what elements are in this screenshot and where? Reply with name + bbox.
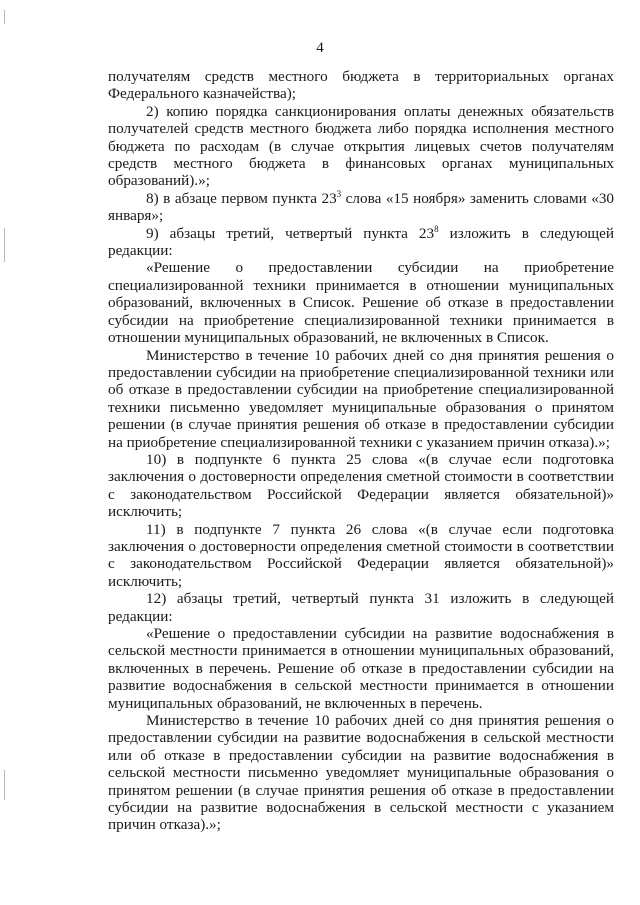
page-number: 4: [316, 40, 324, 56]
paragraph-text: слова «15 ноября» заменить словами «30 января»;: [108, 189, 615, 225]
quoted-paragraph: «Решение о предоставлении субсидии на приобретение специализированной техники принимается в отношении муниципальных образований, включенных в Список. Решение об отказе в предоставлении субсидии на приобретение специализированной техники принимается в отношении муниципальных образований, не включенных в Список.: [108, 259, 614, 347]
paragraph-item-2: 2) копию порядка санкционирования оплаты денежных обязательств получателей средств местного бюджета либо порядка исполнения местного бюджета по расходам (в случае открытия лицевых счетов получателям средств местного бюджета в финансовых органах муниципальных образований).»;: [108, 102, 614, 190]
paragraph-text: изложить в следующей редакции:: [108, 224, 614, 260]
paragraph-continuation: получателям средств местного бюджета в территориальных органах Федерального казначейства);: [108, 68, 614, 103]
superscript: 3: [336, 188, 342, 199]
superscript: 8: [434, 223, 439, 234]
document-body: [108, 68, 614, 834]
paragraph-item-12: 12) абзацы третий, четвертый пункта 31 изложить в следующей редакции:: [108, 590, 614, 625]
scan-margin-mark: [4, 10, 5, 24]
scan-margin-mark: [4, 228, 5, 262]
paragraph: Министерство в течение 10 рабочих дней со дня принятия решения о предоставлении субсидии на развитие водоснабжения в сельской местности или об отказе в предоставлении субсидии на развитие водоснабжения в сельской местности письменно уведомляет муниципальные образования о принятом решении (в случае принятия решения об отказе в предоставлении субсидии на развитие водоснабжения в сельской местности с указанием причин отказа).»;: [108, 712, 614, 834]
paragraph-item-9: [108, 225, 614, 260]
paragraph-item-8: [108, 190, 614, 225]
paragraph-text: 8) в абзаце первом пункта 23: [146, 189, 337, 207]
paragraph-text: 9) абзацы третий, четвертый пункта 23: [146, 224, 435, 242]
quoted-paragraph: «Решение о предоставлении субсидии на развитие водоснабжения в сельской местности принимается в отношении муниципальных образований, включенных в перечень. Решение об отказе в предоставлении субсидии на развитие водоснабжения в сельской местности принимается в отношении муниципальных образований, не включенных в перечень.: [108, 625, 614, 712]
scan-margin-mark: [4, 770, 5, 800]
paragraph: Министерство в течение 10 рабочих дней со дня принятия решения о предоставлении субсидии на приобретение специализированной техники или об отказе в предоставлении субсидии на приобретение специализированной техники письменно уведомляет муниципальные образования о принятом решении (в случае принятия решения об отказе в предоставлении субсидии на приобретение специализированной техники с указанием причин отказа).»;: [108, 346, 614, 451]
paragraph-item-11: 11) в подпункте 7 пункта 26 слова «(в случае если подготовка заключения о достоверности определения сметной стоимости в соответствии с законодательством Российской Федерации является обязательной)» исключить;: [108, 520, 614, 590]
paragraph-item-10: 10) в подпункте 6 пункта 25 слова «(в случае если подготовка заключения о достоверности определения сметной стоимости в соответствии с законодательством Российской Федерации является обязательной)» исключить;: [108, 450, 614, 521]
